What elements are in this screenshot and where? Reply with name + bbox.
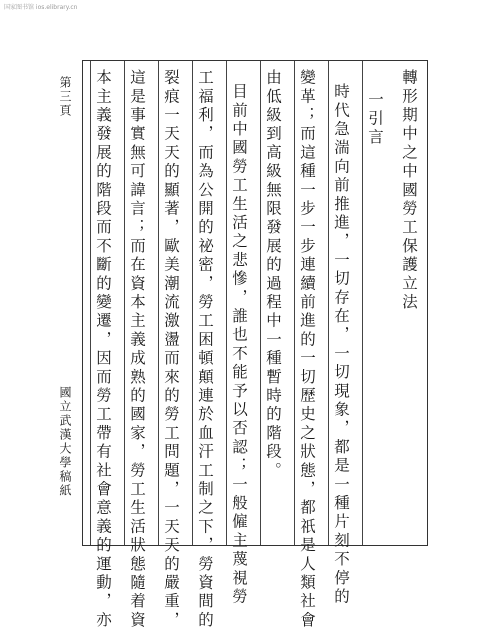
- watermark-text: 国家图书馆 ios.elibrary.cn: [4, 4, 78, 11]
- text-column: [362, 61, 387, 545]
- publisher-label: 國立武漢大學稿紙: [58, 386, 72, 498]
- text-line: 本主義發展的階段而不斷的變遷，因而勞工帶有社會意義的運動，亦: [94, 69, 112, 630]
- text-column: [328, 61, 353, 607]
- text-line: 目前中國勞工生活之悲慘，誰也不能予以否認；一般僱主蔑視勞: [230, 83, 248, 607]
- text-column: [158, 61, 183, 630]
- text-line: 工福利，而為公開的祕密，勞工困頓顛連於血汗工制之下，勞資間的: [196, 69, 214, 630]
- text-line: 時代急湍向前推進，一切存在，一切現象，都是一種片刻不停的: [332, 83, 350, 607]
- text-line: 變革；而這種一步一步連續前進的一切歷史之狀態，都祇是人類社會: [298, 69, 316, 630]
- text-column: [226, 61, 251, 607]
- page-number-label: 第三頁: [58, 76, 72, 118]
- left-margin: [50, 60, 80, 546]
- title-column: [396, 61, 421, 545]
- text-column: [260, 61, 285, 545]
- text-line: 這是事實無可諱言；而在資本主義成熟的國家，勞工生活狀態隨着資: [128, 69, 146, 630]
- section-heading: 一引言: [366, 91, 384, 148]
- text-column: [90, 61, 115, 630]
- manuscript-sheet: [82, 60, 428, 630]
- text-line: 由低級到高級無限發展的過程中一種暫時的階段。: [264, 69, 282, 481]
- text-column: [192, 61, 217, 630]
- text-line: 裂痕一天天的顯著，歐美潮流激盪而來的勞工問題，一天天的嚴重，: [162, 69, 180, 630]
- text-column: [294, 61, 319, 630]
- text-column: [124, 61, 149, 630]
- document-title: 轉形期中之中國勞工保護立法: [400, 69, 418, 313]
